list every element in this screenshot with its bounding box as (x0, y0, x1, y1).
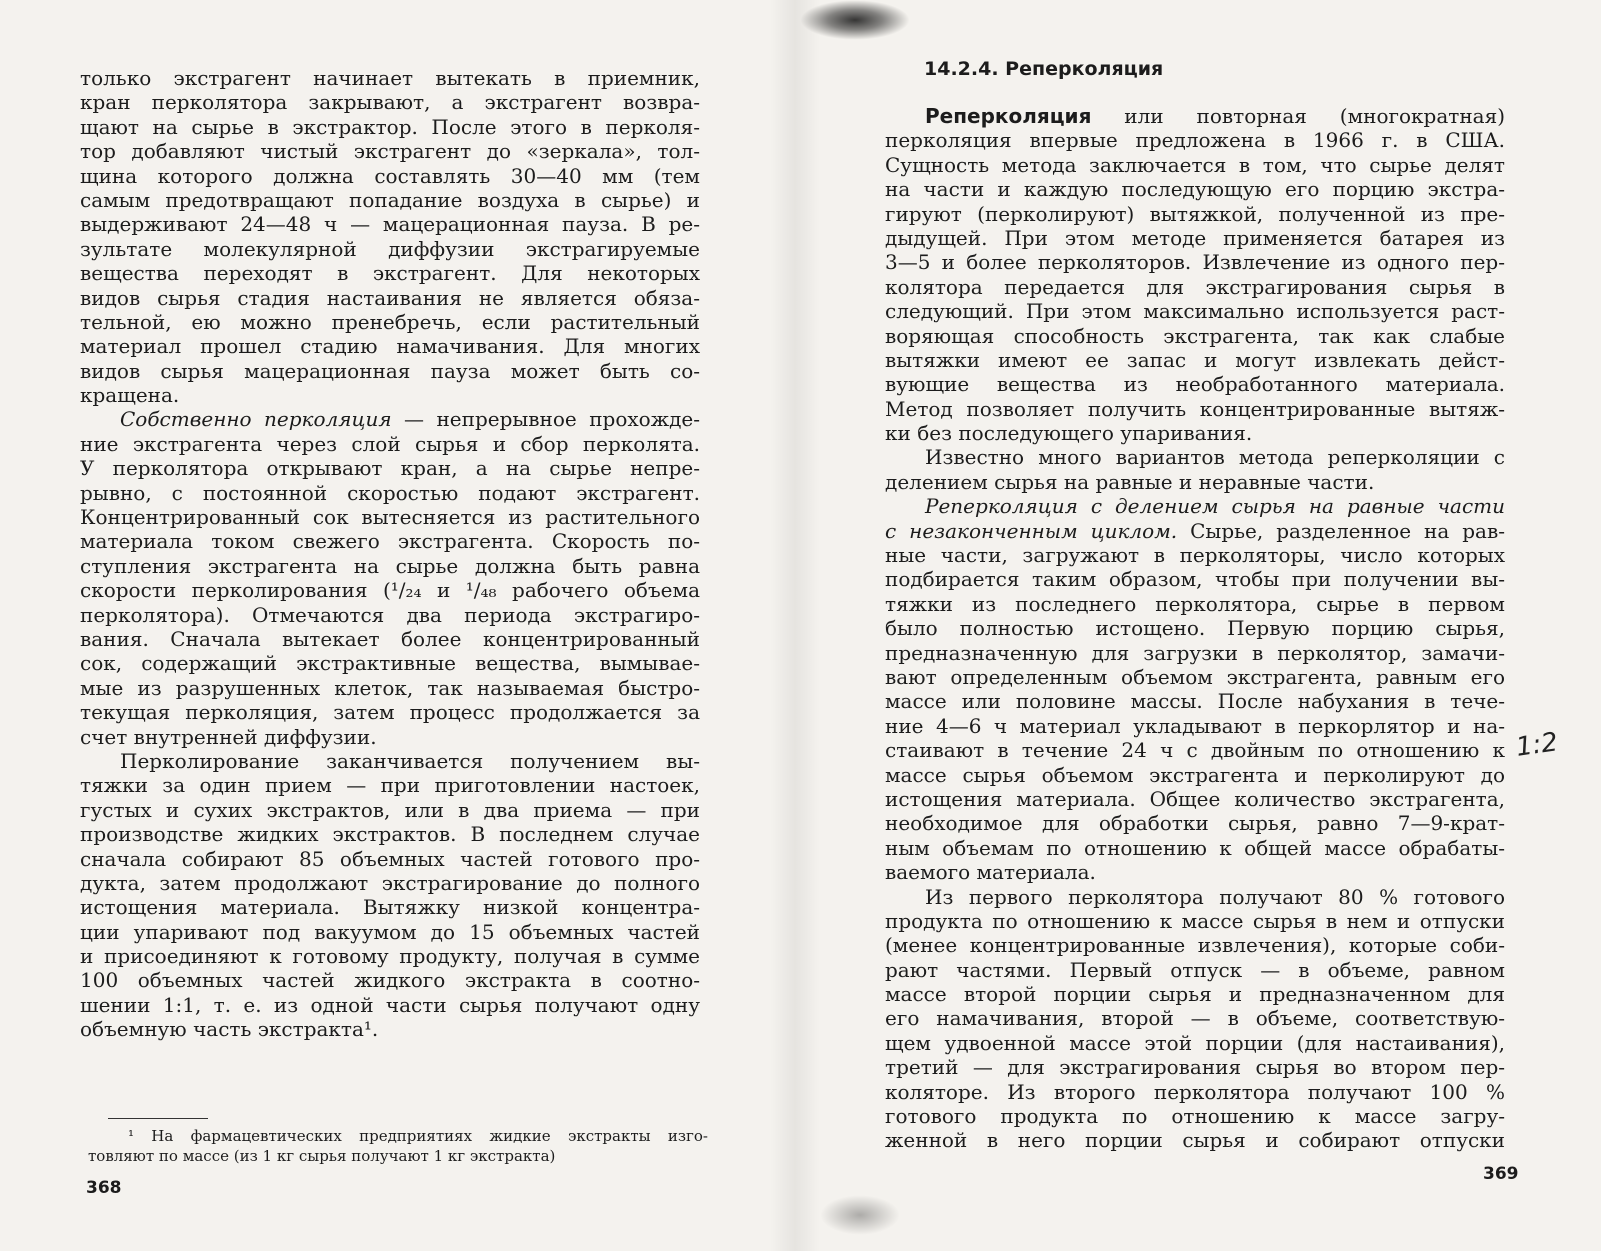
text-line: третий — для экстрагирования сырья во втором пер- (885, 1055, 1505, 1080)
text-line: готового продукта по отношению к массе загру- (885, 1104, 1505, 1129)
text-line: женной в него порции сырья и собирают отпуски (885, 1128, 1505, 1153)
text-line: ние экстрагента через слой сырья и сбор перколята. (80, 431, 700, 456)
text-line: перколятора). Отмечаются два периода экстрагиро- (80, 602, 700, 627)
text-line: видов сырья мацерационная пауза может быть со- (80, 358, 700, 383)
left-page-number: 368 (86, 1178, 122, 1198)
text-line: коляторе. Из второго перколятора получают 100 % (885, 1079, 1505, 1104)
text-line: с незаконченным циклом. Сырье, разделенное на рав- (885, 518, 1505, 543)
handwritten-margin-note: 1:2 (1514, 727, 1560, 763)
text-line: Известно много вариантов метода реперколяции с (925, 445, 1505, 470)
text-line: вания. Сначала вытекает более концентрированный (80, 626, 700, 651)
text-line: Реперколяция с делением сырья на равные части (925, 494, 1505, 519)
text-line: мые из разрушенных клеток, так называемая быстро- (80, 675, 700, 700)
text-line: истощения материала. Вытяжку низкой концентра- (80, 895, 700, 920)
text-line: только экстрагент начинает вытекать в приемник, (80, 66, 700, 90)
text-line: тор добавляют чистый экстрагент до «зеркала», тол- (80, 139, 700, 164)
text-line: вующие вещества из необработанного материала. (885, 372, 1505, 397)
text-line: Метод позволяет получить концентрированные вытяж- (885, 396, 1505, 421)
text-line: Собственно перколяция — непрерывное прохожде- (120, 407, 700, 432)
text-line: ¹ На фармацевтических предприятиях жидкие экстракты изго- (128, 1127, 708, 1145)
left-page-body (80, 66, 700, 1042)
text-line: шении 1:1, т. е. из одной части сырья получают одну (80, 992, 700, 1017)
footnote-rule (108, 1118, 208, 1119)
text-line: Сущность метода заключается в том, что сырье делят (885, 152, 1505, 177)
left-page (0, 0, 790, 1251)
text-line: кращена. (80, 383, 180, 408)
text-line: скорости перколирования (¹/₂₄ и ¹/₄₈ рабочего объема (80, 578, 700, 603)
text-line: счет внутренней диффузии. (80, 724, 377, 749)
text-line: его намачивания, второй — в объеме, соответствую- (885, 1006, 1505, 1031)
text-line: Перколирование заканчивается получением вы- (120, 748, 700, 773)
text-line: (менее концентрированные извлечения), которые соби- (885, 933, 1505, 958)
text-line: предназначенную для загрузки в перколятор, замачи- (885, 640, 1505, 665)
text-line: 3—5 и более перколяторов. Извлечение из одного пер- (885, 250, 1505, 275)
text-line: дыдущей. При этом методе применяется батарея из (885, 225, 1505, 250)
text-line: стаивают в течение 24 ч с двойным по отношению к (885, 738, 1505, 763)
text-line: рывно, с постоянной скоростью подают экстрагент. (80, 480, 700, 505)
text-line: ные части, загружают в перколяторы, число которых (885, 543, 1505, 568)
text-line: ваемого материала. (885, 860, 1096, 885)
text-line: ние 4—6 ч материал укладывают в перкорлятор и на- (885, 713, 1505, 738)
text-line: воряющая способность экстрагента, так как слабые (885, 323, 1505, 348)
text-line: ции упаривают под вакуумом до 15 объемных частей (80, 919, 700, 944)
left-page-footnote (88, 1126, 708, 1166)
term-italic: Собственно перколяция (120, 407, 392, 432)
text-line: материала током свежего экстрагента. Скорость по- (80, 529, 700, 554)
text-line: истощения материала. Общее количество экстрагента, (885, 786, 1505, 811)
text-line: объемную часть экстракта¹. (80, 1017, 379, 1042)
text-line: выдерживают 24—48 ч — мацерационная пауза. В ре- (80, 212, 700, 237)
text-line: на части и каждую последующую его порцию экстра- (885, 177, 1505, 202)
text-line: зультате молекулярной диффузии экстрагируемые (80, 236, 700, 261)
term-bold: Реперколяция (925, 104, 1092, 128)
text-line: следующий. При этом максимально используется раст- (885, 299, 1505, 324)
text-line: и присоединяют к готовому продукту, получая в сумме (80, 944, 700, 969)
term-italic: с незаконченным циклом. (885, 518, 1178, 543)
text-line: текущая перколяция, затем процесс продолжается за (80, 700, 700, 725)
text-line: гируют (перколируют) вытяжкой, полученной из пре- (885, 201, 1505, 226)
right-page-number: 369 (1483, 1164, 1519, 1184)
text-line: вают определенным объемом экстрагента, равным его (885, 664, 1505, 689)
text-line: производстве жидких экстрактов. В последнем случае (80, 822, 700, 847)
text-line: материал прошел стадию намачивания. Для многих (80, 334, 700, 359)
text-line: продукта по отношению к массе сырья в нем и отпуски (885, 908, 1505, 933)
text-line: щают на сырье в экстрактор. После этого в перколя- (80, 114, 700, 139)
text-line: сначала собирают 85 объемных частей готового про- (80, 846, 700, 871)
right-page-body (885, 104, 1505, 1153)
right-page (790, 0, 1601, 1251)
text-line: подбирается таким образом, чтобы при получении вы- (885, 567, 1505, 592)
text-line: Реперколяция или повторная (многократная) (925, 104, 1505, 128)
text-line: тяжки за один прием — при приготовлении настоек, (80, 773, 700, 798)
text-line: У перколятора открывают кран, а на сырье непре- (80, 456, 700, 481)
text-line: самым предотвращают попадание воздуха в сырье) и (80, 187, 700, 212)
text-line: вытяжки имеют ее запас и могут извлекать дейст- (885, 347, 1505, 372)
text-line: Концентрированный сок вытесняется из растительного (80, 505, 700, 530)
text-line: видов сырья стадия настаивания не является обяза- (80, 285, 700, 310)
text-line: ным объемам по отношению к общей массе обрабаты- (885, 835, 1505, 860)
text-line: необходимое для обработки сырья, равно 7—9-крат- (885, 811, 1505, 836)
text-line: массе или половине массы. После набухания в тече- (885, 689, 1505, 714)
text-line: массе второй порции сырья и предназначенном для (885, 982, 1505, 1007)
text-line: ступления экстрагента на сырье должна быть равна (80, 553, 700, 578)
text-line: товляют по массе (из 1 кг сырья получают 1 кг экстракта) (88, 1147, 556, 1165)
text-line: кран перколятора закрывают, а экстрагент возвра- (80, 90, 700, 115)
text-line: делением сырья на равные и неравные части. (885, 469, 1375, 494)
text-line: густых и сухих экстрактов, или в два приема — при (80, 797, 700, 822)
text-line: Из первого перколятора получают 80 % готового (925, 884, 1505, 909)
text-line: тельной, ею можно пренебречь, если растительный (80, 309, 700, 334)
text-line: ки без последующего упаривания. (885, 421, 1253, 446)
text-line: было полностью истощено. Первую порцию сырья, (885, 616, 1505, 641)
text-line: тяжки из последнего перколятора, сырье в первом (885, 591, 1505, 616)
text-line: щем удвоенной массе этой порции (для настаивания), (885, 1030, 1505, 1055)
text-line: 100 объемных частей жидкого экстракта в соотно- (80, 968, 700, 993)
text-line: массе сырья объемом экстрагента и перколируют до (885, 762, 1505, 787)
text-line: колятора передается для экстрагирования сырья в (885, 274, 1505, 299)
text-line: перколяция впервые предложена в 1966 г. в США. (885, 128, 1505, 153)
text-line: щина которого должна составлять 30—40 мм (тем (80, 163, 700, 188)
text-line: сок, содержащий экстрактивные вещества, вымывае- (80, 651, 700, 676)
text-line: дукта, затем продолжают экстрагирование до полного (80, 870, 700, 895)
text-line: вещества переходят в экстрагент. Для некоторых (80, 261, 700, 286)
text-line: рают частями. Первый отпуск — в объеме, равном (885, 957, 1505, 982)
section-heading: 14.2.4. Реперколяция (924, 58, 1164, 80)
